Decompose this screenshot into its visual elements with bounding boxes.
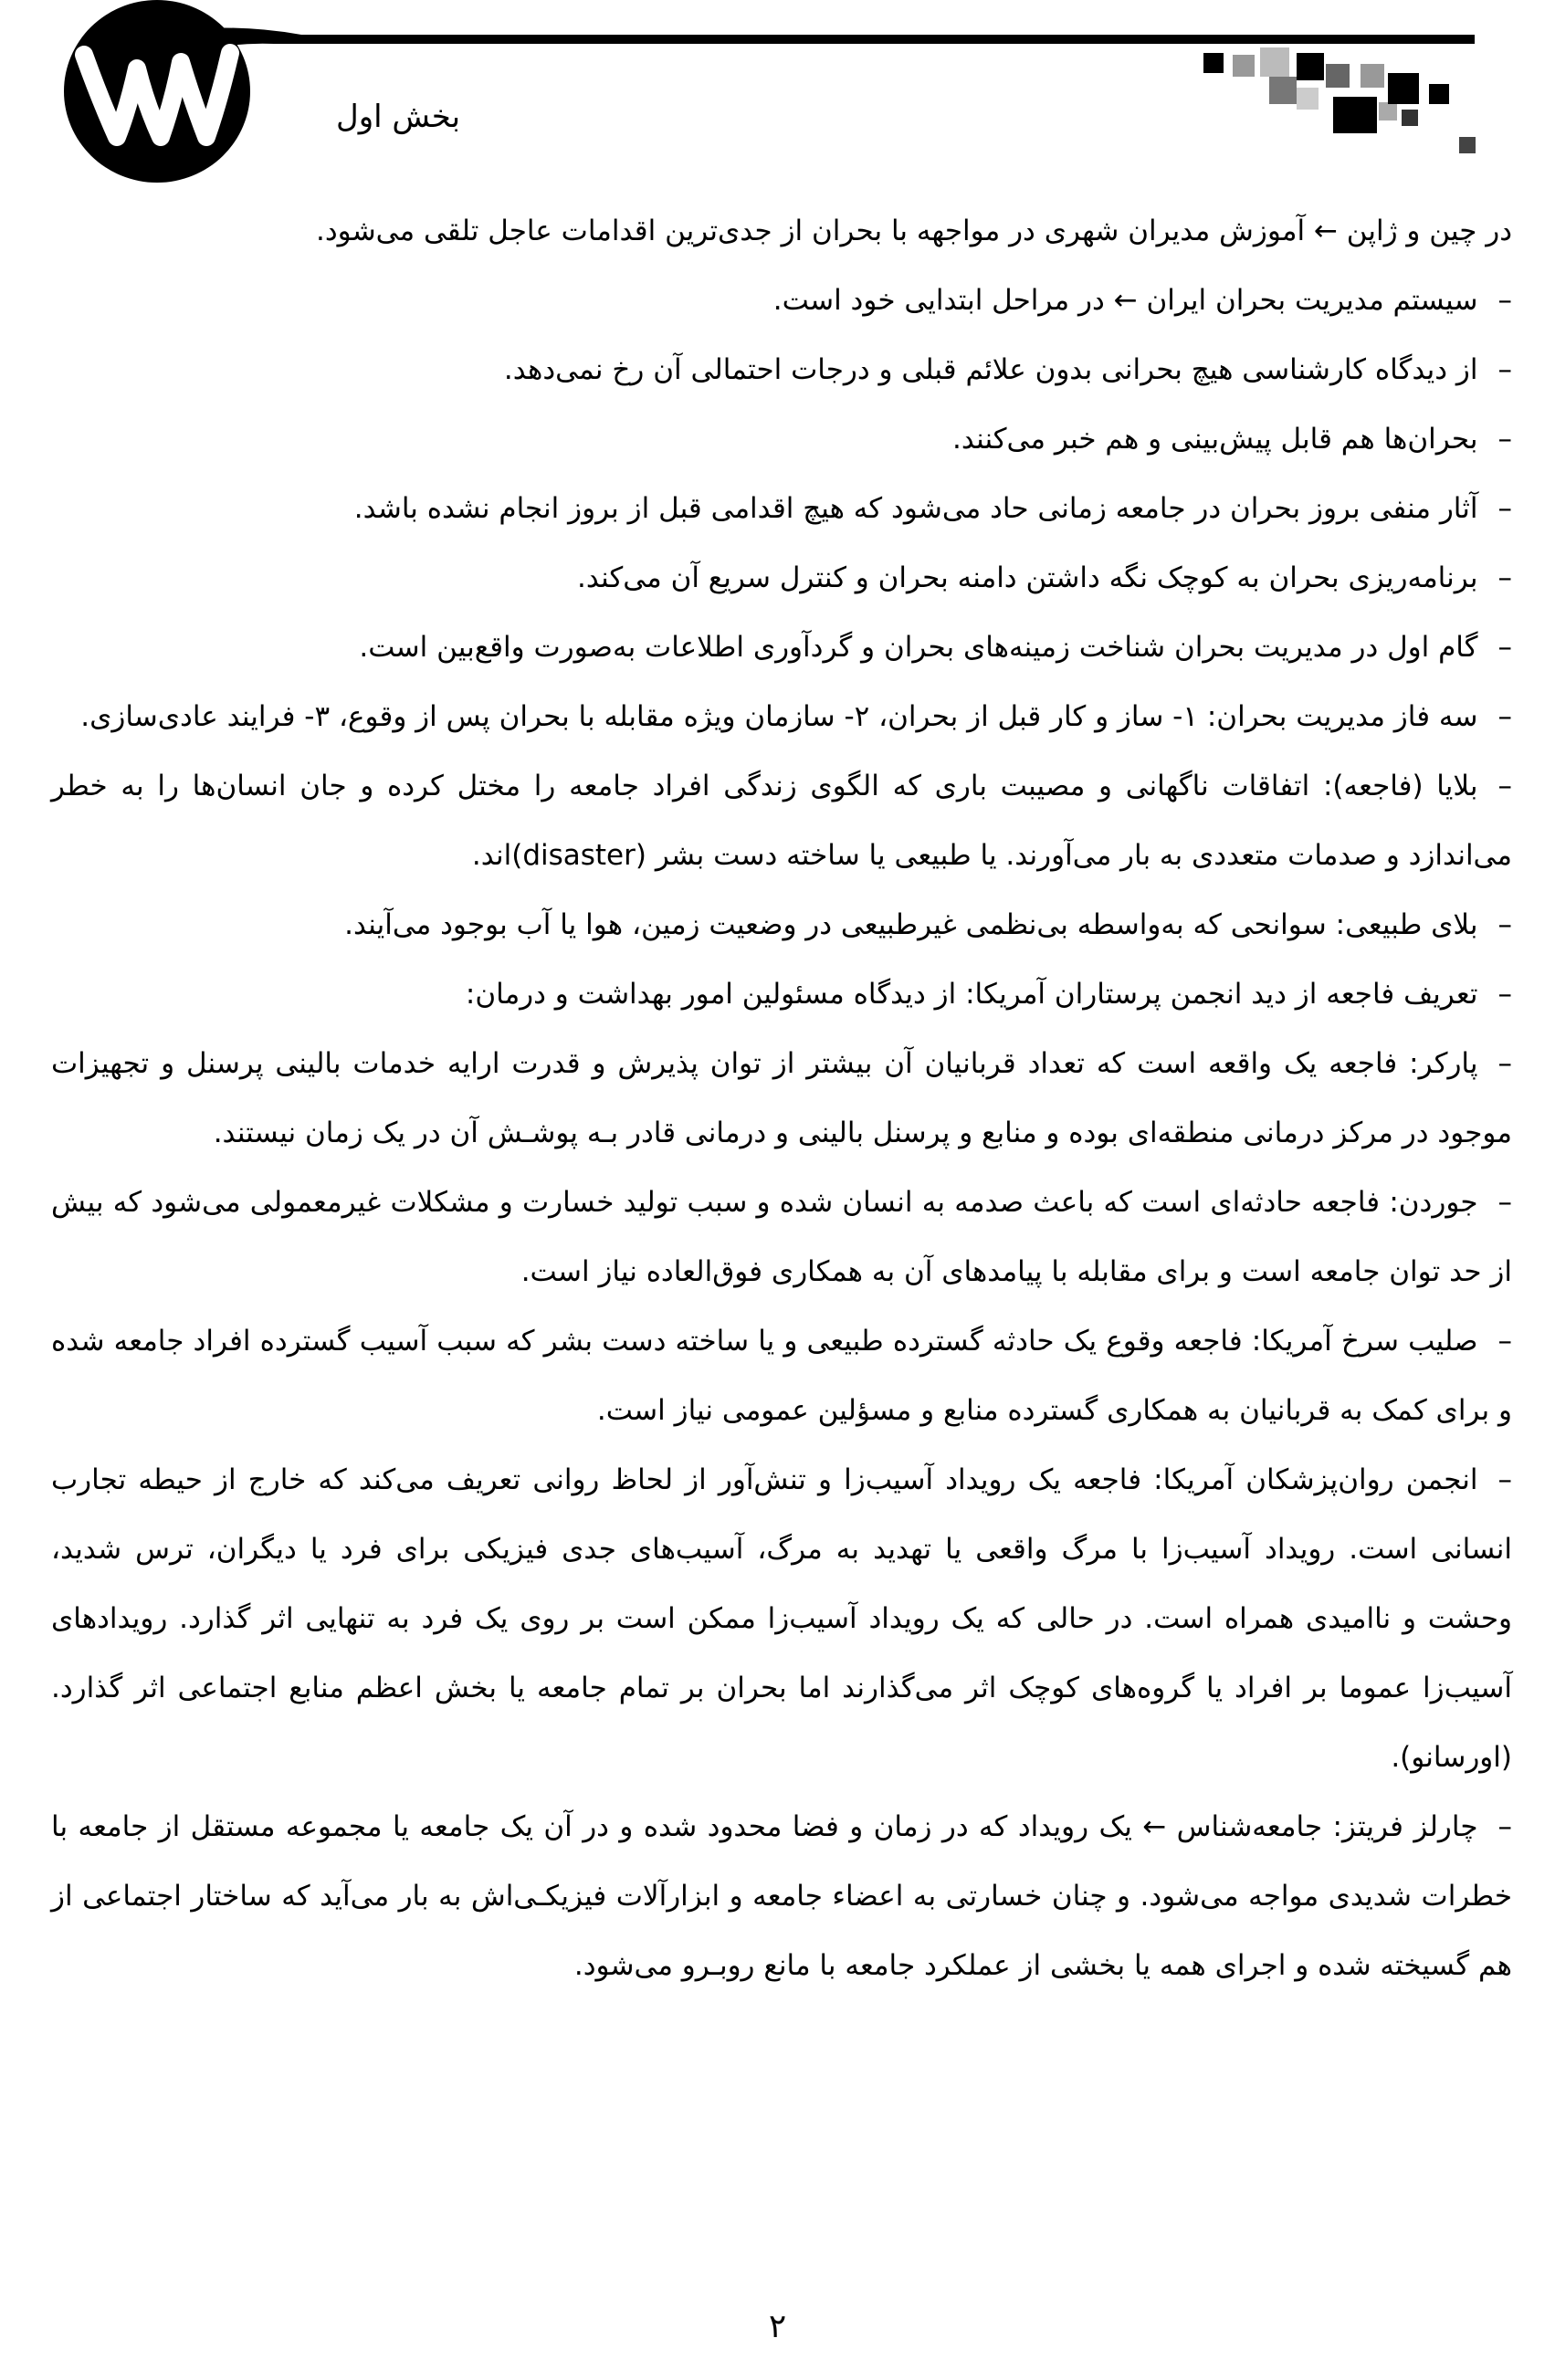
dash-bullet: – [1497,1810,1512,1843]
bullet-text: بلایا (فاجعه): اتفاقات ناگهانی و مصیبت باری که الگوی زندگی افراد جامعه را مختل کرده و جان انسان‌ها را به خطر می‌اندازد و صدمات متعددی به بار می‌آورند. یا طبیعی یا ساخته دست بشر (disaster)اند. [51,770,1512,872]
bullet-text: از دیدگاه کارشناسی هیچ بحرانی بدون علائم قبلی و درجات احتمالی آن رخ نمی‌دهد. [503,353,1478,386]
bullet-item [51,404,1512,474]
bullet-item [51,1445,1512,1792]
bullet-text: پارکر: فاجعه یک واقعه است که تعداد قربانیان آن بیشتر از توان پذیرش و قدرت ارایه خدمات بالینی پرسنل و تجهیزات موجود در مرکز درمانی منطقه‌ای بوده و منابع و پرسنل بالینی و درمانی قادر بـه پوشـش آن در یک زمان نیستند. [51,1047,1512,1149]
dash-bullet: – [1497,1463,1512,1496]
bullet-item [51,682,1512,751]
bullet-text: چارلز فریتز: جامعه‌شناس ← یک رویداد که در زمان و فضا محدود شده و در آن یک جامعه یا مجموعه مستقل از جامعه با خطرات شدیدی مواجه می‌شود. و چنان خسارتی به اعضاء جامعه و ابزارآلات فیزیکـی‌اش به بار می‌آید که ساختار اجتماعی از هم گسیخته شده و اجرای همه یا بخشی از عملکرد جامعه با مانع روبـرو می‌شود. [51,1810,1512,1982]
bullet-item [51,1792,1512,2000]
bullet-text: صلیب سرخ آمریکا: فاجعه وقوع یک حادثه گسترده طبیعی و یا ساخته دست بشر که سبب آسیب گسترده افراد جامعه شده و برای کمک به قربانیان به همکاری گسترده منابع و مسؤلین عمومی نیاز است. [51,1325,1512,1427]
bullet-text: گام اول در مدیریت بحران شناخت زمینه‌های بحران و گردآوری اطلاعات به‌صورت واقع‌بین است. [359,631,1478,664]
bullet-item [51,613,1512,682]
bullet-text: سیستم مدیریت بحران ایران ← در مراحل ابتدایی خود است. [772,284,1478,317]
bullet-text: جوردن: فاجعه حادثه‌ای است که باعث صدمه به انسان شده و سبب تولید خسارت و مشکلات غیرمعمولی می‌شود که بیش از حد توان جامعه است و برای مقابله با پیامدهای آن به همکاری فوق‌العاده نیاز است. [51,1186,1512,1288]
paragraph [51,196,1512,266]
bullet-item [51,1029,1512,1168]
bullet-item [51,474,1512,543]
bullet-item [51,543,1512,613]
page-header [0,0,1555,183]
bullet-text: سه فاز مدیریت بحران: ۱- ساز و کار قبل از بحران، ۲- سازمان ویژه مقابله با بحران پس از وقوع، ۳- فرایند عادی‌سازی. [80,700,1478,733]
dash-bullet: – [1497,353,1512,386]
bullet-text: بحران‌ها هم قابل پیش‌بینی و هم خبر می‌کنند. [951,423,1478,456]
bullet-item [51,1168,1512,1306]
book-series-logo-icon [64,0,250,183]
page-body [51,196,1512,2000]
dash-bullet: – [1497,1186,1512,1219]
bullet-text: بلای طبیعی: سوانحی که به‌واسطه بی‌نظمی غیرطبیعی در وضعیت زمین، هوا یا آب بوجود می‌آیند. [344,908,1478,941]
paragraph-text: در چین و ژاپن ← آموزش مدیران شهری در مواجهه با بحران از جدی‌ترین اقدامات عاجل تلقی می‌شود. [316,215,1512,247]
bullet-item [51,335,1512,404]
dash-bullet: – [1497,492,1512,525]
dash-bullet: – [1497,700,1512,733]
dash-bullet: – [1497,1047,1512,1080]
bullet-item [51,890,1512,959]
dash-bullet: – [1497,978,1512,1011]
bullet-text: انجمن روان‌پزشکان آمریکا: فاجعه یک رویداد آسیب‌زا و تنش‌آور از لحاظ روانی تعریف می‌کند که خارج از حیطه تجارب انسانی است. رویداد آسیب‌زا با مرگ واقعی یا تهدید به مرگ، آسیب‌های جدی فیزیکی برای فرد یا دیگران، ترس شدید، وحشت و ناامیدی همراه است. در حالی که یک رویداد آسیب‌زا ممکن است بر روی یک فرد به تنهایی اثر گذارد. رویدادهای آسیب‌زا عموما بر افراد یا گروه‌های کوچک اثر می‌گذارند اما بحران بر تمام جامعه یا بخش اعظم منابع اجتماعی اثر گذارد. (اورسانو). [51,1463,1512,1774]
dash-bullet: – [1497,423,1512,456]
bullet-text: تعریف فاجعه از دید انجمن پرستاران آمریکا: از دیدگاه مسئولین امور بهداشت و درمان: [465,978,1478,1011]
bullet-text: آثار منفی بروز بحران در جامعه زمانی حاد می‌شود که هیچ اقدامی قبل از بروز انجام نشده باشد. [353,492,1478,525]
dash-bullet: – [1497,561,1512,594]
bullet-item [51,266,1512,335]
bullet-item [51,1306,1512,1445]
header-decoration [0,0,1555,183]
dash-bullet: – [1497,770,1512,802]
dash-bullet: – [1497,631,1512,664]
dash-bullet: – [1497,284,1512,317]
page-number: ۲ [768,2308,787,2345]
dash-bullet: – [1497,1325,1512,1358]
bullet-item [51,959,1512,1029]
bullet-item [51,751,1512,890]
section-title: بخش اول [336,99,461,135]
bullet-text: برنامه‌ریزی بحران به کوچک نگه داشتن دامنه بحران و کنترل سریع آن می‌کند. [577,561,1478,594]
pixel-squares-decoration [1203,47,1476,153]
dash-bullet: – [1497,908,1512,941]
